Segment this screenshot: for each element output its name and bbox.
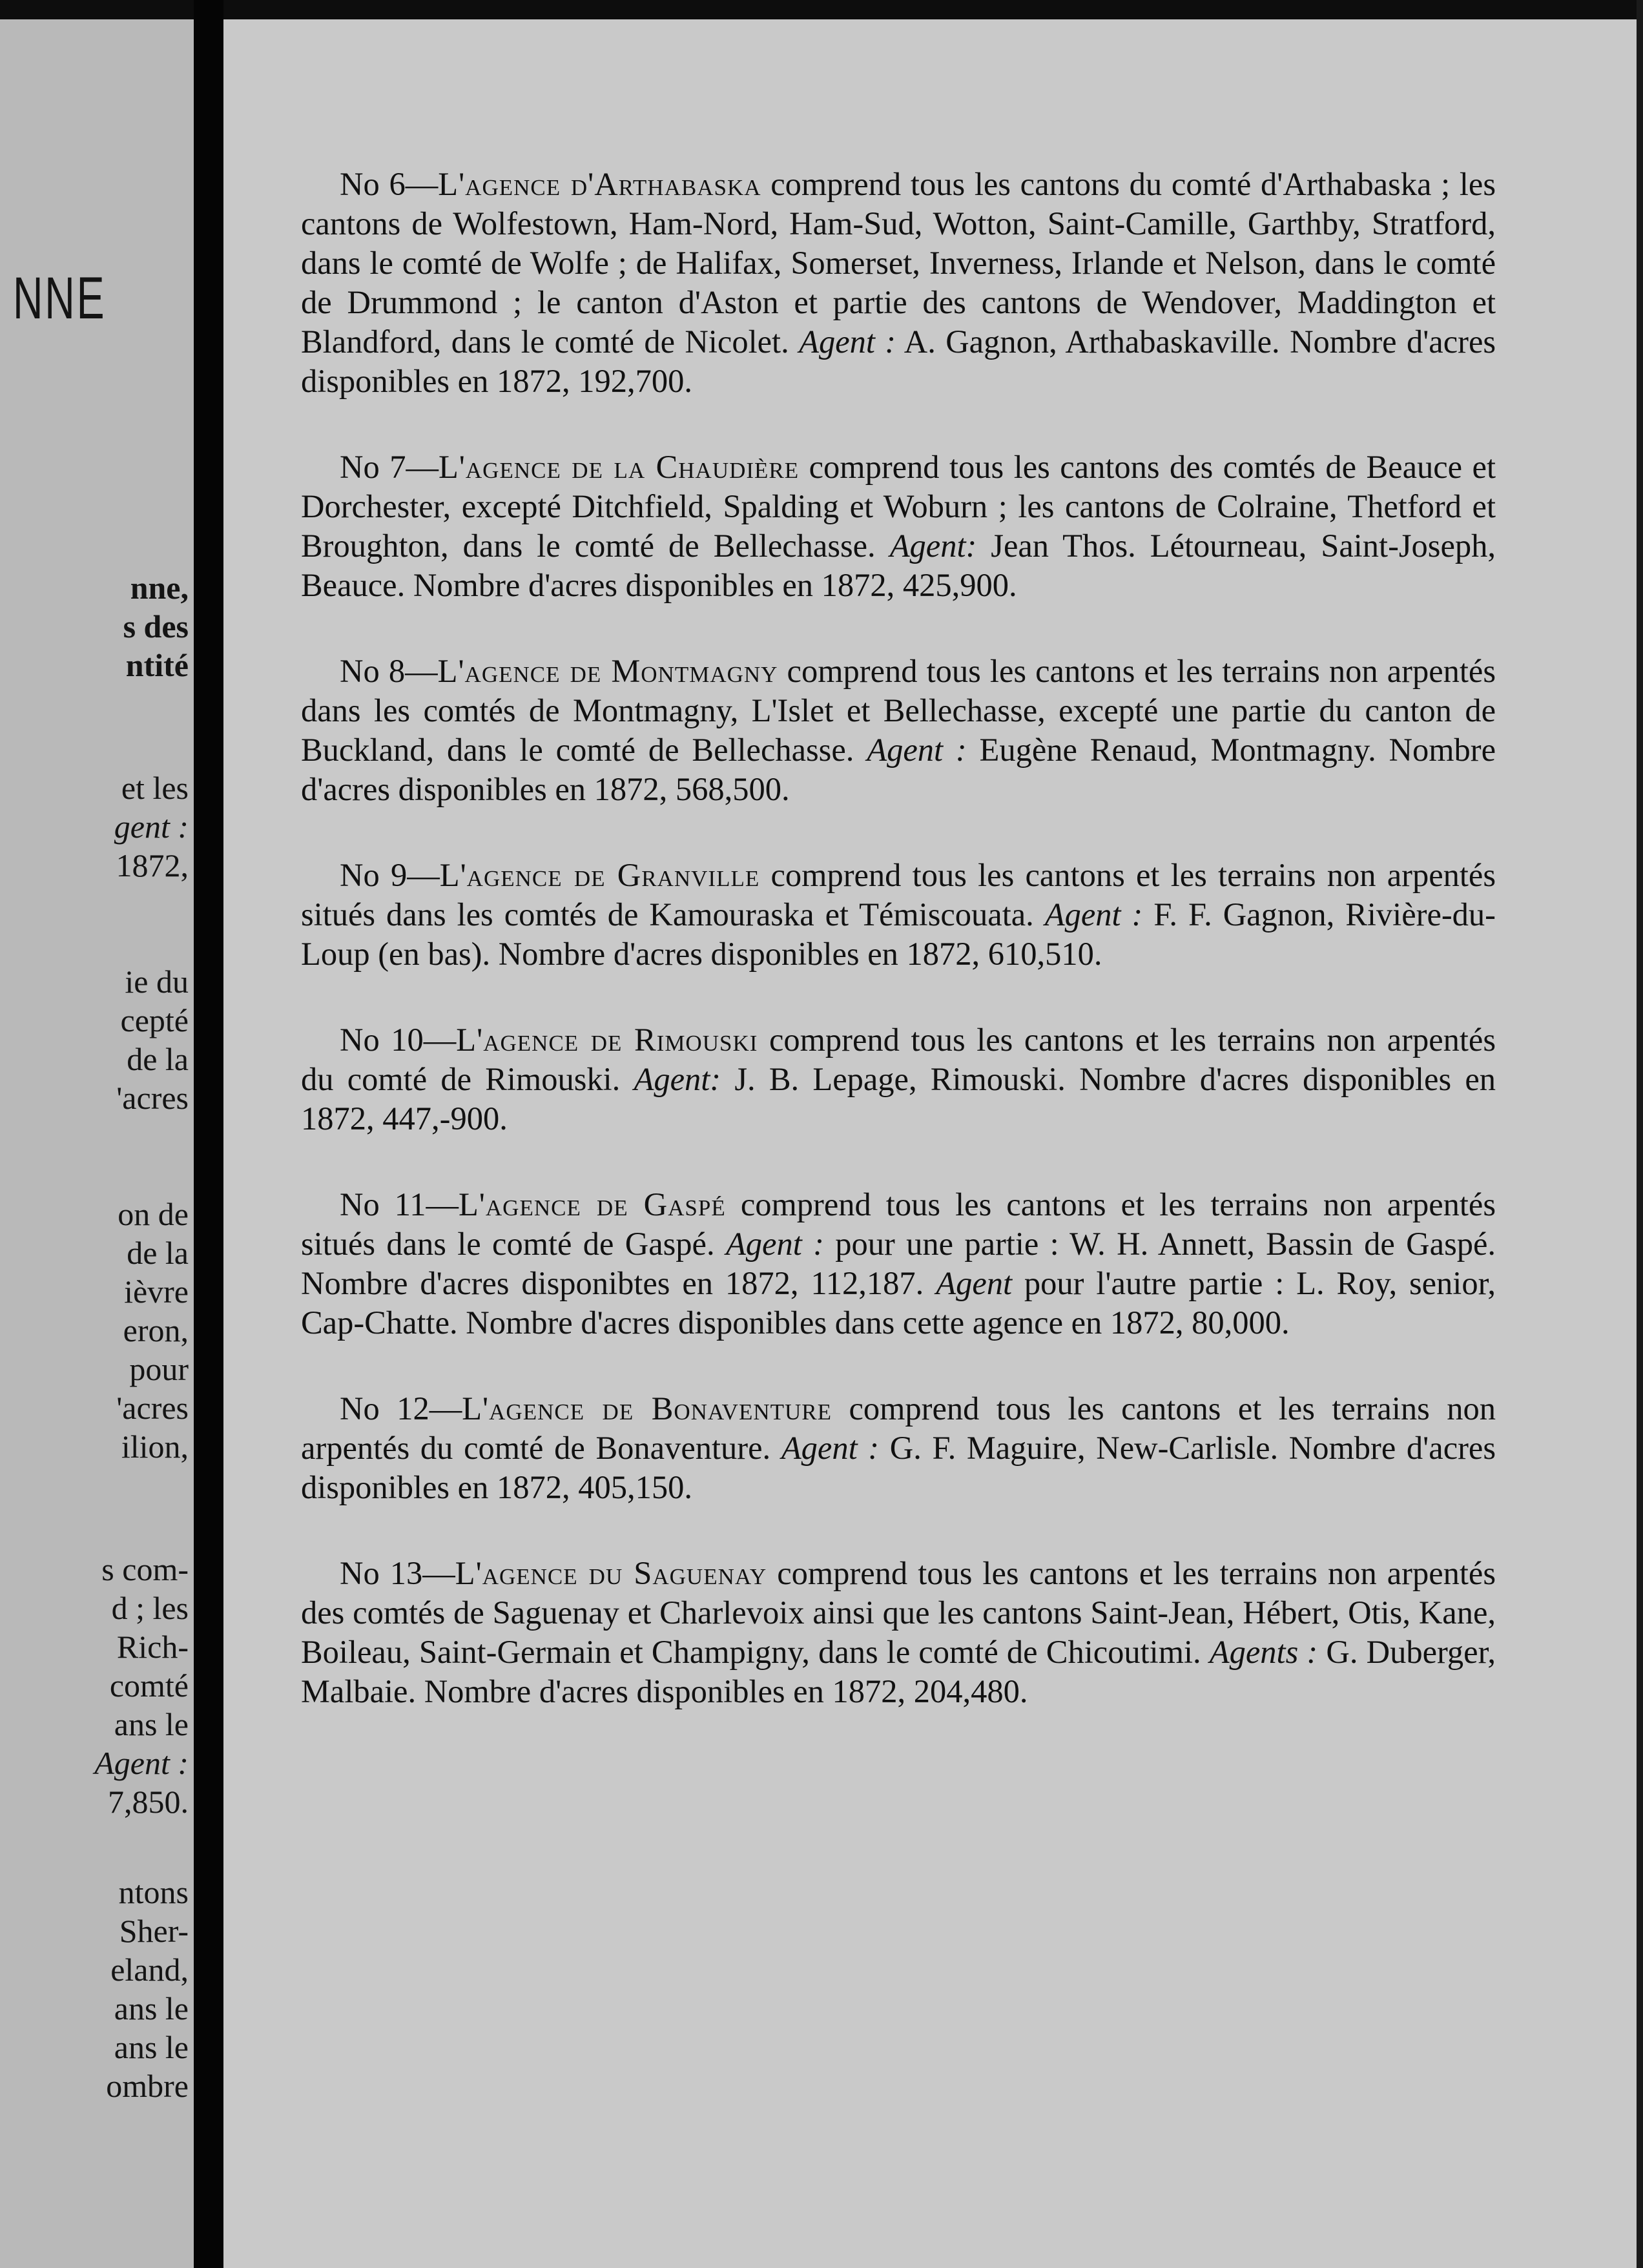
agent-details: J. B. Lepage, Rimouski. Nombre d'acres disponibles en 1872, 447,-900. [301, 1061, 1496, 1137]
agent-label-extra: Agent [936, 1265, 1013, 1301]
agent-details: F. F. Gagnon, Rivière-du-Loup (en bas). Nombre d'acres disponibles en 1872, 610,510. [301, 896, 1496, 972]
fragment-line: ièvre [124, 1273, 189, 1310]
agency-name: L'agence de Montmagny [437, 653, 778, 689]
fragment-line: on de [118, 1196, 189, 1232]
entry-body: comprend tous les cantons des comtés de Beauce et Dorchester, excepté Ditchfield, Spalding et Woburn ; les cantons de Colraine, Thetford et Broughton, dans le comté de Bellechasse. [301, 449, 1496, 564]
fragment-line: ie du [125, 964, 189, 1000]
entry-number: No 13— [340, 1555, 455, 1591]
entry-body: comprend tous les cantons et les terrains non arpentés dans les comtés de Montmagny, L'Islet et Bellechasse, excepté une partie du canton de Buckland, dans le comté de Bellechasse. [301, 653, 1496, 768]
agent-label: Agent : [725, 1226, 824, 1262]
agent-label: Agent : [1044, 896, 1143, 933]
agent-details: Eugène Renaud, Montmagny. Nombre d'acres disponibles en 1872, 568,500. [301, 732, 1496, 807]
fragment-line: gent : [114, 809, 189, 845]
scan-edge [1637, 0, 1643, 2268]
agency-entry [301, 1554, 1496, 1711]
page-gutter [194, 0, 223, 2268]
agency-entry [301, 856, 1496, 974]
fragment-line: Rich- [116, 1629, 189, 1665]
fragment-line: s com- [101, 1551, 189, 1587]
entry-body: comprend tous les cantons du comté d'Arthabaska ; les cantons de Wolfestown, Ham-Nord, Ham-Sud, Wotton, Saint-Camille, Garthby, Stratford, dans le comté de Wolfe ; de Halifax, Somerset, Inverness, Irlande et Nelson, dans le comté de Drummond ; le canton d'Aston et partie des cantons de Wendover, Maddington et Blandford, dans le comté de Nicolet. [301, 166, 1496, 360]
agency-name: L'agence du Saguenay [455, 1555, 767, 1591]
agency-name: L'agence de Rimouski [456, 1022, 758, 1058]
fragment-line: pour [129, 1351, 189, 1387]
entry-number: No 8— [340, 653, 438, 689]
fragment-line: cepté [120, 1002, 189, 1038]
fragment-line: ombre [106, 2068, 189, 2104]
fragment-line: 'acres [116, 1080, 189, 1116]
agency-entry [301, 165, 1496, 401]
fragment-line: 'acres [116, 1390, 189, 1426]
agency-entry [301, 448, 1496, 605]
agency-name: L'agence de Granville [439, 857, 760, 893]
fragment-line: ilion, [121, 1428, 189, 1465]
entry-body: comprend tous les cantons et les terrains non arpentés du comté de Rimouski. [301, 1022, 1496, 1097]
fragment-line: de la [127, 1041, 189, 1077]
agency-entry [301, 1389, 1496, 1507]
agent-label: Agents : [1209, 1634, 1318, 1670]
entry-number: No 6— [340, 166, 439, 202]
fragment-line: ans le [114, 1706, 189, 1742]
fragment-line: ntité [125, 647, 189, 683]
agency-list [301, 165, 1496, 1758]
fragment-line: 1872, [116, 847, 189, 883]
agent-label: Agent : [799, 324, 896, 360]
entry-number: No 9— [340, 857, 440, 893]
fragment-heading: NNE [13, 265, 107, 331]
main-page [223, 19, 1643, 2268]
fragment-line: ans le [114, 1990, 189, 2026]
agent-label: Agent: [634, 1061, 721, 1097]
entry-number: No 12— [340, 1390, 462, 1427]
fragment-line: Agent : [94, 1745, 189, 1781]
agent-label: Agent: [889, 528, 977, 564]
agency-name: L'agence de Bonaventure [462, 1390, 832, 1427]
fragment-line: s des [123, 608, 189, 644]
agent-details-extra: pour l'autre partie : L. Roy, senior, Cap-Chatte. Nombre d'acres disponibles dans cette agence en 1872, 80,000. [301, 1265, 1496, 1341]
entry-number: No 7— [340, 449, 439, 485]
fragment-line: nne, [130, 570, 189, 606]
agent-details: G. F. Maguire, New-Carlisle. Nombre d'acres disponibles en 1872, 405,150. [301, 1430, 1496, 1505]
agency-name: L'agence de la Chaudière [438, 449, 800, 485]
agent-details: A. Gagnon, Arthabaskaville. Nombre d'acres disponibles en 1872, 192,700. [301, 324, 1496, 399]
fragment-line: eron, [123, 1312, 189, 1348]
agent-details: G. Duberger, Malbaie. Nombre d'acres disponibles en 1872, 204,480. [301, 1634, 1496, 1709]
agency-entry [301, 1020, 1496, 1139]
agent-details: pour une partie : W. H. Annett, Bassin de Gaspé. Nombre d'acres disponibtes en 1872, 112,187. [301, 1226, 1496, 1301]
agency-name: L'agence de Gaspé [458, 1186, 726, 1222]
agent-label: Agent : [867, 732, 967, 768]
agent-label: Agent : [781, 1430, 880, 1466]
entry-body: comprend tous les cantons et les terrains non arpentés du comté de Bonaventure. [301, 1390, 1496, 1466]
entry-number: No 11— [340, 1186, 459, 1222]
fragment-line: et les [121, 770, 189, 806]
fragment-line: Sher- [119, 1913, 189, 1949]
fragment-line: comté [109, 1667, 189, 1704]
fragment-line: ans le [114, 2029, 189, 2065]
entry-number: No 10— [340, 1022, 457, 1058]
agency-name: L'agence d'Arthabaska [438, 166, 761, 202]
agency-entry [301, 1185, 1496, 1343]
fragment-line: ntons [118, 1874, 189, 1910]
fragment-line: 7,850. [108, 1784, 189, 1820]
fragment-line: d ; les [111, 1590, 189, 1626]
fragment-line: de la [127, 1235, 189, 1271]
entry-body: comprend tous les cantons et les terrains non arpentés situés dans les comtés de Kamouraska et Témiscouata. [301, 857, 1496, 933]
agent-details: Jean Thos. Létourneau, Saint-Joseph, Beauce. Nombre d'acres disponibles en 1872, 425,900. [301, 528, 1496, 603]
entry-body: comprend tous les cantons et les terrains non arpentés situés dans le comté de Gaspé. [301, 1186, 1496, 1262]
agency-entry [301, 652, 1496, 809]
previous-page-fragment [0, 19, 194, 2268]
fragment-line: eland, [110, 1952, 189, 1988]
entry-body: comprend tous les cantons et les terrains non arpentés des comtés de Saguenay et Charlevoix ainsi que les cantons Saint-Jean, Hébert, Otis, Kane, Boileau, Saint-Germain et Champigny, dans le comté de Chicoutimi. [301, 1555, 1496, 1670]
